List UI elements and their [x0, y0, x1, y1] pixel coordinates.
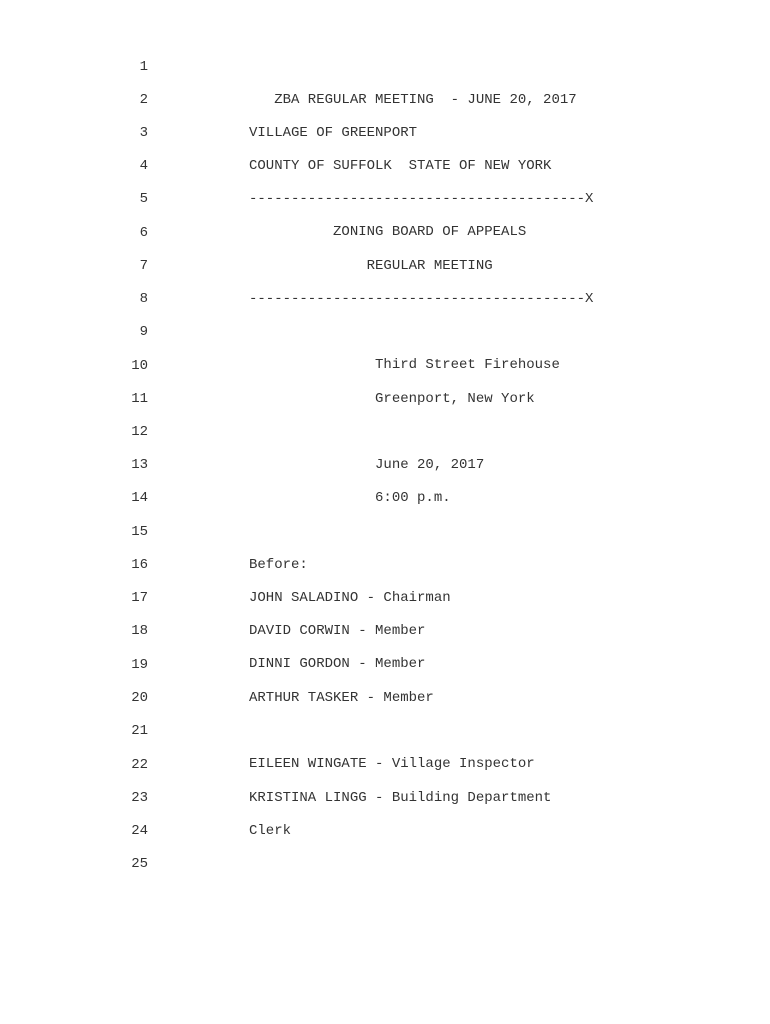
line-number: 1 — [139, 59, 148, 75]
line-text: Greenport, New York — [249, 391, 535, 407]
line-number: 10 — [131, 358, 148, 374]
line-number: 14 — [131, 490, 148, 506]
line-text: 6:00 p.m. — [249, 490, 451, 506]
line-number: 9 — [139, 324, 148, 340]
line-text: June 20, 2017 — [249, 457, 485, 473]
line-number: 22 — [131, 757, 148, 773]
line-text: COUNTY OF SUFFOLK STATE OF NEW YORK — [249, 158, 552, 174]
line-number: 13 — [131, 457, 148, 473]
line-number: 6 — [139, 225, 148, 241]
line-text: DAVID CORWIN - Member — [249, 623, 426, 639]
line-number: 16 — [131, 557, 148, 573]
line-number: 5 — [139, 191, 148, 207]
line-number: 12 — [131, 424, 148, 440]
line-text: ZONING BOARD OF APPEALS — [249, 224, 527, 240]
transcript-line — [0, 150, 770, 240]
line-number: 25 — [131, 856, 148, 872]
transcript-line — [0, 250, 770, 307]
line-number: 3 — [139, 125, 148, 141]
line-text: JOHN SALADINO - Chairman — [249, 590, 451, 606]
line-number: 23 — [131, 790, 148, 806]
line-number: 18 — [131, 623, 148, 639]
line-number: 4 — [139, 158, 148, 174]
line-number: 7 — [139, 258, 148, 274]
line-number: 15 — [131, 524, 148, 540]
line-text: ARTHUR TASKER - Member — [249, 690, 434, 706]
line-number: 24 — [131, 823, 148, 839]
line-number: 21 — [131, 723, 148, 739]
line-number: 17 — [131, 590, 148, 606]
line-number: 11 — [131, 391, 148, 407]
line-text: ZBA REGULAR MEETING - JUNE 20, 2017 — [249, 92, 577, 108]
line-text: Before: — [249, 557, 308, 573]
line-text: ----------------------------------------X — [249, 291, 594, 307]
line-text: EILEEN WINGATE - Village Inspector — [249, 756, 535, 772]
line-text: VILLAGE OF GREENPORT — [249, 125, 418, 141]
line-number: 19 — [131, 657, 148, 673]
line-number: 20 — [131, 690, 148, 706]
transcript-line — [0, 18, 770, 108]
transcript-line — [0, 815, 770, 872]
line-text: KRISTINA LINGG - Building Department — [249, 790, 552, 806]
line-text: ----------------------------------------X — [249, 191, 594, 207]
line-text: REGULAR MEETING — [249, 258, 493, 274]
line-number: 2 — [139, 92, 148, 108]
line-text: Clerk — [249, 823, 292, 839]
line-number: 8 — [139, 291, 148, 307]
line-text: DINNI GORDON - Member — [249, 656, 426, 672]
line-text: Third Street Firehouse — [249, 357, 560, 373]
